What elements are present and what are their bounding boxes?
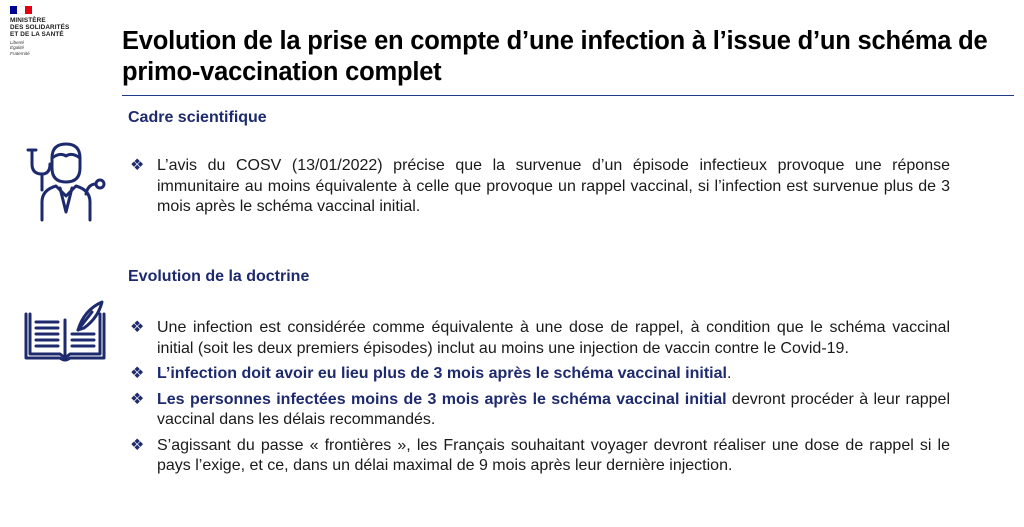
bullet-text: . — [726, 365, 732, 382]
bullet-emphasis: L’infection doit avoir eu lieu plus de 3 mois après le schéma vaccinal initial — [157, 365, 727, 382]
bullet-text: devront procéder à leur rappel vaccinal dans les délais recommandés. — [157, 390, 950, 428]
page-title: Evolution de la prise en compte d’une infection à l’issue d’un schéma de primo-vaccination complet — [122, 27, 988, 86]
doctor-stethoscope-icon — [20, 138, 108, 222]
bullet-text: S’agissant du passe « frontières », les Français souhaitant voyager devront réaliser une dose de rappel si le pays l’exige, et ce, dans un délai maximal de 9 mois après leur dernière injection. — [157, 436, 950, 474]
list-item — [130, 156, 950, 218]
list-item — [130, 436, 950, 477]
list-item — [130, 364, 950, 385]
bullet-diamond-icon: ❖ — [130, 157, 145, 174]
section-heading-evolution-doctrine: Evolution de la doctrine — [128, 268, 310, 285]
bullet-diamond-icon: ❖ — [130, 436, 145, 454]
bullet-emphasis: Les personnes infectées moins de 3 mois après le schéma vaccinal initial — [157, 390, 727, 408]
ministry-logo — [10, 6, 100, 56]
title-divider — [122, 95, 1014, 96]
ministry-name: MINISTÈRE DES SOLIDARITÉS ET DE LA SANTÉ — [10, 17, 70, 38]
bullet-diamond-icon: ❖ — [130, 319, 145, 336]
section-heading-cadre-scientifique: Cadre scientifique — [128, 109, 267, 126]
bullet-diamond-icon: ❖ — [130, 365, 145, 382]
open-book-quill-icon — [22, 300, 108, 364]
section-bullets-cadre-scientifique — [130, 156, 950, 223]
bullet-diamond-icon: ❖ — [130, 390, 145, 408]
bullet-text: L’avis du COSV (13/01/2022) précise que la survenue d’un épisode infectieux provoque une réponse immunitaire au moins équivalente à celle que provoque un rappel vaccinal, si l’infection est survenue plus de 3 mois après le schéma vaccinal initial. — [157, 157, 950, 215]
list-item — [130, 318, 950, 359]
bullet-text: Une infection est considérée comme équivalente à une dose de rappel, à condition que le schéma vaccinal initial (soit les deux premiers épisodes) inclut au moins une injection de vaccin contre le Covid-19. — [157, 319, 950, 357]
list-item — [130, 390, 950, 431]
republic-motto: Liberté Égalité Fraternité — [10, 40, 30, 56]
section-bullets-evolution-doctrine — [130, 318, 950, 482]
french-flag-icon — [10, 6, 32, 14]
